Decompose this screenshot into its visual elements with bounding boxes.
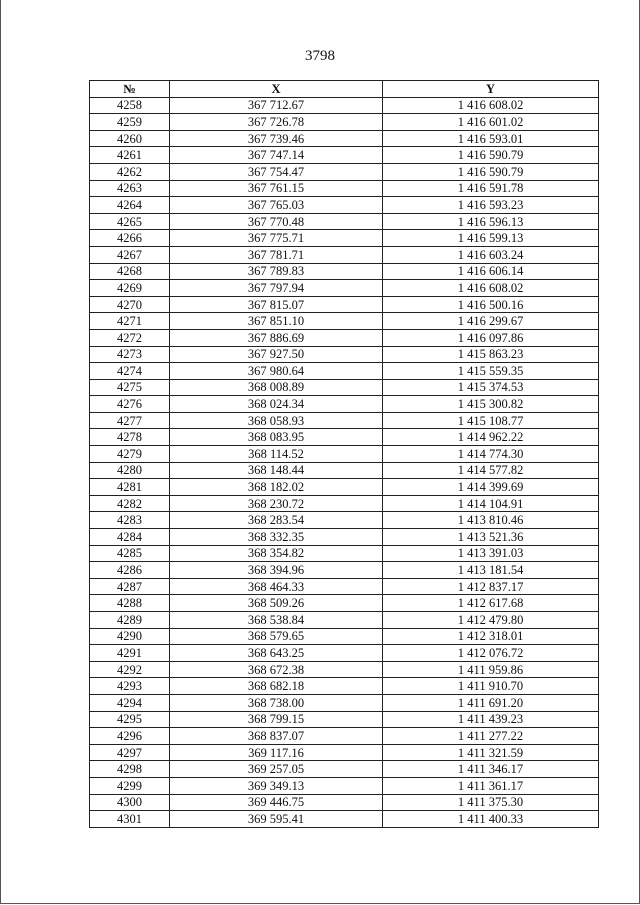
table-row [90,313,599,330]
cell-x: 367 980.64 [170,363,383,380]
table-row [90,213,599,230]
cell-number: 4274 [90,363,170,380]
cell-y: 1 416 590.79 [383,147,599,164]
table-row [90,479,599,496]
cell-number: 4276 [90,396,170,413]
cell-x: 367 739.46 [170,130,383,147]
cell-number: 4301 [90,811,170,828]
table-row [90,296,599,313]
cell-x: 369 349.13 [170,777,383,794]
cell-x: 368 008.89 [170,379,383,396]
cell-number: 4282 [90,495,170,512]
cell-x: 367 726.78 [170,114,383,131]
cell-x: 368 672.38 [170,661,383,678]
cell-x: 368 799.15 [170,711,383,728]
cell-y: 1 415 863.23 [383,346,599,363]
cell-x: 368 332.35 [170,529,383,546]
table-row [90,794,599,811]
cell-x: 368 509.26 [170,595,383,612]
cell-x: 368 114.52 [170,446,383,463]
table-row [90,777,599,794]
cell-number: 4279 [90,446,170,463]
cell-number: 4266 [90,230,170,247]
table-header [90,81,599,98]
cell-x: 367 815.07 [170,296,383,313]
cell-y: 1 416 591.78 [383,180,599,197]
cell-x: 367 789.83 [170,263,383,280]
cell-x: 367 927.50 [170,346,383,363]
cell-y: 1 411 375.30 [383,794,599,811]
column-header-x: X [170,81,383,98]
cell-x: 368 464.33 [170,578,383,595]
table-row [90,761,599,778]
table-row [90,645,599,662]
cell-y: 1 415 374.53 [383,379,599,396]
cell-y: 1 416 608.02 [383,97,599,114]
table-row [90,396,599,413]
cell-x: 368 083.95 [170,429,383,446]
cell-y: 1 412 617.68 [383,595,599,612]
cell-y: 1 411 400.33 [383,811,599,828]
table-row [90,197,599,214]
cell-y: 1 413 521.36 [383,529,599,546]
column-header-y: Y [383,81,599,98]
cell-number: 4292 [90,661,170,678]
table-row [90,263,599,280]
table-row [90,379,599,396]
cell-y: 1 416 500.16 [383,296,599,313]
cell-number: 4275 [90,379,170,396]
cell-x: 368 837.07 [170,728,383,745]
cell-number: 4293 [90,678,170,695]
cell-x: 368 579.65 [170,628,383,645]
cell-x: 368 148.44 [170,462,383,479]
table-body [90,97,599,827]
cell-number: 4295 [90,711,170,728]
table-row [90,147,599,164]
cell-number: 4277 [90,412,170,429]
cell-number: 4261 [90,147,170,164]
cell-y: 1 416 599.13 [383,230,599,247]
header-row [90,81,599,98]
table-row [90,412,599,429]
cell-y: 1 414 577.82 [383,462,599,479]
cell-number: 4286 [90,562,170,579]
cell-x: 367 747.14 [170,147,383,164]
cell-y: 1 416 299.67 [383,313,599,330]
cell-number: 4288 [90,595,170,612]
table-row [90,578,599,595]
cell-y: 1 416 601.02 [383,114,599,131]
cell-number: 4297 [90,744,170,761]
cell-number: 4294 [90,694,170,711]
table-row [90,114,599,131]
table-row [90,628,599,645]
page-number: 3798 [305,48,335,64]
cell-x: 368 643.25 [170,645,383,662]
cell-x: 367 775.71 [170,230,383,247]
cell-y: 1 413 810.46 [383,512,599,529]
table-row [90,180,599,197]
cell-number: 4299 [90,777,170,794]
cell-y: 1 411 959.86 [383,661,599,678]
cell-number: 4278 [90,429,170,446]
cell-x: 369 257.05 [170,761,383,778]
cell-y: 1 415 559.35 [383,363,599,380]
table-row [90,329,599,346]
table-row [90,545,599,562]
cell-number: 4296 [90,728,170,745]
cell-y: 1 411 321.59 [383,744,599,761]
cell-y: 1 412 076.72 [383,645,599,662]
cell-y: 1 411 346.17 [383,761,599,778]
table-row [90,363,599,380]
table-row [90,446,599,463]
cell-number: 4280 [90,462,170,479]
table-row [90,495,599,512]
cell-x: 368 538.84 [170,612,383,629]
table-row [90,728,599,745]
cell-number: 4270 [90,296,170,313]
cell-y: 1 416 593.23 [383,197,599,214]
table-row [90,130,599,147]
table-row [90,97,599,114]
table-row [90,462,599,479]
table-row [90,595,599,612]
cell-number: 4271 [90,313,170,330]
cell-x: 368 182.02 [170,479,383,496]
table-row [90,230,599,247]
cell-number: 4268 [90,263,170,280]
table-row [90,346,599,363]
cell-number: 4265 [90,213,170,230]
cell-y: 1 416 606.14 [383,263,599,280]
cell-y: 1 416 608.02 [383,280,599,297]
column-header-number: № [90,81,170,98]
table-row [90,562,599,579]
cell-number: 4260 [90,130,170,147]
cell-number: 4287 [90,578,170,595]
cell-number: 4272 [90,329,170,346]
cell-number: 4300 [90,794,170,811]
cell-number: 4290 [90,628,170,645]
cell-x: 368 283.54 [170,512,383,529]
cell-x: 367 781.71 [170,246,383,263]
cell-y: 1 413 181.54 [383,562,599,579]
table-row [90,661,599,678]
cell-y: 1 414 962.22 [383,429,599,446]
cell-number: 4263 [90,180,170,197]
cell-x: 367 886.69 [170,329,383,346]
cell-number: 4283 [90,512,170,529]
cell-x: 367 765.03 [170,197,383,214]
cell-x: 367 754.47 [170,163,383,180]
cell-y: 1 415 300.82 [383,396,599,413]
cell-number: 4259 [90,114,170,131]
cell-y: 1 412 479.80 [383,612,599,629]
cell-x: 368 394.96 [170,562,383,579]
cell-y: 1 416 596.13 [383,213,599,230]
cell-x: 367 770.48 [170,213,383,230]
table-row [90,429,599,446]
table-row [90,711,599,728]
cell-x: 368 738.00 [170,694,383,711]
cell-x: 368 024.34 [170,396,383,413]
table-row [90,678,599,695]
cell-y: 1 411 910.70 [383,678,599,695]
cell-x: 368 230.72 [170,495,383,512]
cell-number: 4284 [90,529,170,546]
cell-number: 4267 [90,246,170,263]
cell-number: 4273 [90,346,170,363]
table-row [90,163,599,180]
cell-y: 1 411 277.22 [383,728,599,745]
cell-x: 369 117.16 [170,744,383,761]
table-row [90,744,599,761]
table-row [90,811,599,828]
cell-x: 367 761.15 [170,180,383,197]
cell-number: 4269 [90,280,170,297]
cell-y: 1 413 391.03 [383,545,599,562]
table-row [90,246,599,263]
cell-y: 1 414 399.69 [383,479,599,496]
cell-y: 1 412 837.17 [383,578,599,595]
cell-y: 1 412 318.01 [383,628,599,645]
table-row [90,694,599,711]
table-row [90,612,599,629]
cell-number: 4291 [90,645,170,662]
cell-y: 1 416 590.79 [383,163,599,180]
coordinates-table [89,80,599,828]
cell-y: 1 415 108.77 [383,412,599,429]
cell-x: 367 851.10 [170,313,383,330]
cell-x: 367 797.94 [170,280,383,297]
cell-y: 1 411 439.23 [383,711,599,728]
cell-y: 1 416 593.01 [383,130,599,147]
cell-y: 1 411 691.20 [383,694,599,711]
cell-x: 368 354.82 [170,545,383,562]
cell-y: 1 414 774.30 [383,446,599,463]
cell-x: 369 446.75 [170,794,383,811]
cell-x: 368 682.18 [170,678,383,695]
cell-number: 4289 [90,612,170,629]
table-row [90,280,599,297]
cell-number: 4262 [90,163,170,180]
cell-y: 1 414 104.91 [383,495,599,512]
table-row [90,529,599,546]
cell-y: 1 416 097.86 [383,329,599,346]
cell-y: 1 416 603.24 [383,246,599,263]
cell-number: 4264 [90,197,170,214]
cell-x: 367 712.67 [170,97,383,114]
cell-x: 369 595.41 [170,811,383,828]
cell-number: 4298 [90,761,170,778]
cell-number: 4281 [90,479,170,496]
cell-number: 4258 [90,97,170,114]
cell-y: 1 411 361.17 [383,777,599,794]
cell-x: 368 058.93 [170,412,383,429]
cell-number: 4285 [90,545,170,562]
table-row [90,512,599,529]
